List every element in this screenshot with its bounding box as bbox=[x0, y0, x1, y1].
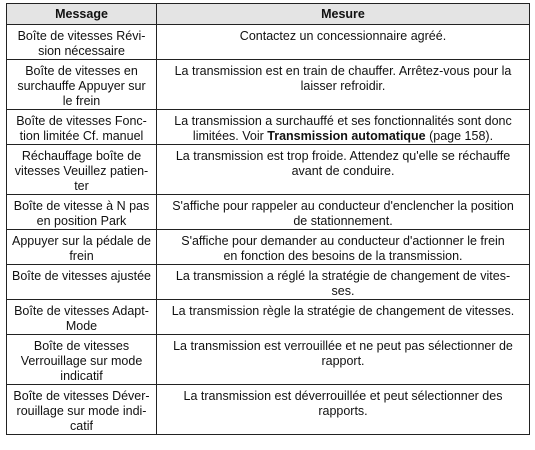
mesure-line: La transmission est verrouillée et ne peut pas sélectionner de bbox=[173, 339, 513, 353]
mesure-cell bbox=[157, 60, 530, 110]
message-cell bbox=[7, 300, 157, 335]
message-line: Boîte de vitesses Révi- bbox=[17, 29, 146, 43]
mesure-cell bbox=[157, 195, 530, 230]
message-line: frein bbox=[69, 249, 94, 263]
message-line: ter bbox=[74, 179, 89, 193]
message-table-container bbox=[6, 3, 530, 435]
message-line: Réchauffage boîte de bbox=[21, 149, 142, 163]
message-table bbox=[6, 3, 530, 435]
message-line: Mode bbox=[65, 319, 98, 333]
mesure-cell bbox=[157, 300, 530, 335]
table-row bbox=[7, 265, 530, 300]
table-row bbox=[7, 300, 530, 335]
message-line: Boîte de vitesses Fonc- bbox=[16, 114, 147, 128]
mesure-cell bbox=[157, 145, 530, 195]
message-line: Boîte de vitesse à N pas bbox=[13, 199, 150, 213]
mesure-cell bbox=[157, 335, 530, 385]
message-cell bbox=[7, 385, 157, 435]
mesure-line: en fonction des besoins de la transmission. bbox=[223, 249, 463, 263]
message-line: catif bbox=[70, 419, 93, 433]
mesure-cell bbox=[157, 385, 530, 435]
mesure-cell bbox=[157, 265, 530, 300]
message-line: rouillage sur mode indi- bbox=[16, 404, 147, 418]
message-line: Appuyer sur la pédale de bbox=[12, 234, 151, 248]
mesure-line: La transmission est en train de chauffer. Arrêtez-vous pour la bbox=[174, 64, 512, 78]
mesure-line: La transmission a réglé la stratégie de changement de vites- bbox=[175, 269, 511, 283]
mesure-line: ses. bbox=[331, 284, 355, 298]
message-line: tion limitée Cf. manuel bbox=[19, 129, 144, 143]
mesure-line: laisser refroidir. bbox=[300, 79, 386, 93]
table-header-row bbox=[7, 4, 530, 25]
message-line: Verrouillage sur mode bbox=[20, 354, 143, 368]
mesure-line: rapport. bbox=[321, 354, 365, 368]
table-row bbox=[7, 385, 530, 435]
message-line: sion nécessaire bbox=[38, 44, 125, 58]
mesure-text: limitées. Voir bbox=[192, 129, 268, 143]
message-line: Boîte de vitesses Déver- bbox=[13, 389, 150, 403]
message-line: Boîte de vitesses bbox=[33, 339, 130, 353]
table-row bbox=[7, 25, 530, 60]
mesure-line: avant de conduire. bbox=[291, 164, 395, 178]
table-row bbox=[7, 195, 530, 230]
mesure-line: de stationnement. bbox=[293, 214, 393, 228]
mesure-line-with-reference bbox=[160, 129, 526, 144]
message-cell bbox=[7, 335, 157, 385]
message-cell bbox=[7, 265, 157, 300]
message-line: vitesses Veuillez patien- bbox=[14, 164, 149, 178]
table-row bbox=[7, 145, 530, 195]
mesure-line: La transmission est déverrouillée et peut sélectionner des bbox=[183, 389, 503, 403]
message-cell bbox=[7, 25, 157, 60]
message-cell bbox=[7, 230, 157, 265]
message-cell bbox=[7, 110, 157, 145]
message-cell bbox=[7, 60, 157, 110]
page-reference: (page 158). bbox=[425, 129, 494, 143]
table-row bbox=[7, 335, 530, 385]
mesure-line: Contactez un concessionnaire agréé. bbox=[239, 29, 447, 43]
mesure-line: S'affiche pour demander au conducteur d'actionner le frein bbox=[181, 234, 505, 248]
message-line: Boîte de vitesses en bbox=[25, 64, 138, 78]
mesure-line: La transmission a surchauffé et ses fonctionnalités sont donc bbox=[174, 114, 512, 128]
header-message: Message bbox=[7, 4, 157, 25]
message-line: en position Park bbox=[36, 214, 127, 228]
message-line: indicatif bbox=[60, 369, 103, 383]
header-mesure: Mesure bbox=[157, 4, 530, 25]
message-cell bbox=[7, 195, 157, 230]
cross-reference-link[interactable]: Transmission automatique bbox=[267, 129, 426, 143]
message-line: le frein bbox=[62, 94, 101, 108]
message-cell bbox=[7, 145, 157, 195]
mesure-line: rapports. bbox=[318, 404, 368, 418]
table-row bbox=[7, 60, 530, 110]
mesure-cell bbox=[157, 110, 530, 145]
message-line: surchauffe Appuyer sur bbox=[17, 79, 146, 93]
mesure-cell bbox=[157, 25, 530, 60]
message-line: Boîte de vitesses Adapt- bbox=[14, 304, 149, 318]
mesure-line: La transmission est trop froide. Attendez qu'elle se réchauffe bbox=[175, 149, 511, 163]
table-row bbox=[7, 110, 530, 145]
mesure-line: La transmission règle la stratégie de changement de vitesses. bbox=[171, 304, 515, 318]
mesure-cell bbox=[157, 230, 530, 265]
mesure-line: S'affiche pour rappeler au conducteur d'enclencher la position bbox=[172, 199, 514, 213]
message-line: Boîte de vitesses ajustée bbox=[12, 269, 151, 283]
table-row bbox=[7, 230, 530, 265]
